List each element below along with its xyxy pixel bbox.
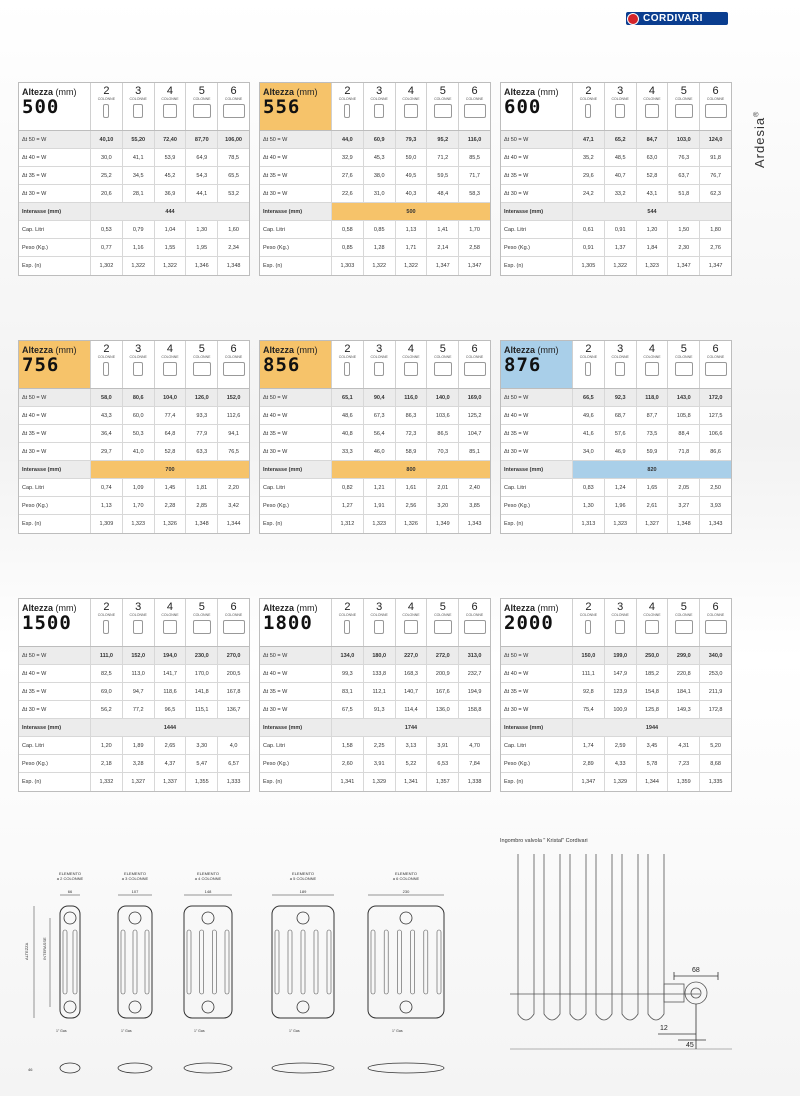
column-header: 5 COLONNE xyxy=(427,599,459,646)
radiator-section-icon xyxy=(585,362,591,376)
gas-label: 1" Gas xyxy=(121,1029,132,1033)
table-row: Δt 35 = W 92,8 123,9 154,8 184,1 211,9 xyxy=(501,683,731,701)
element-title: ELEMENTO xyxy=(395,871,417,876)
altezza-label: Altezza (mm) xyxy=(22,345,77,355)
element-title: ELEMENTO xyxy=(292,871,314,876)
radiator-section-icon xyxy=(344,620,350,634)
height-cell xyxy=(19,599,91,646)
column-header: 3 COLONNE xyxy=(605,341,637,388)
element-title: ELEMENTO xyxy=(59,871,81,876)
valve-dim-45: 45 xyxy=(686,1042,694,1049)
table-row: Δt 35 = W 69,0 94,7 118,6 141,8 167,8 xyxy=(19,683,249,701)
spec-table-756 xyxy=(18,340,250,534)
column-slot xyxy=(314,930,318,994)
column-slot xyxy=(121,930,125,994)
column-slot xyxy=(371,930,375,994)
radiator-section-icon xyxy=(163,620,177,634)
column-header: 3 COLONNE xyxy=(364,83,396,130)
table-row: Peso (Kg.) 2,60 3,91 5,22 6,53 7,84 xyxy=(260,755,490,773)
radiator-section-icon xyxy=(133,620,143,634)
column-slot xyxy=(397,930,401,994)
column-header: 6 COLONNE xyxy=(700,341,731,388)
radiator-section-icon xyxy=(163,104,177,118)
table-row: Δt 35 = W 41,6 57,6 73,5 88,4 106,6 xyxy=(501,425,731,443)
interasse-row: Interasse (mm) 1444 xyxy=(19,719,249,737)
table-row: Δt 40 = W 48,6 67,3 86,3 103,6 125,2 xyxy=(260,407,490,425)
height-cell xyxy=(501,599,573,646)
table-row: Esp. (n) 1,347 1,329 1,344 1,359 1,335 xyxy=(501,773,731,791)
column-slot xyxy=(437,930,441,994)
interasse-label: INTERASSE xyxy=(42,937,47,960)
table-row: Peso (Kg.) 1,27 1,91 2,56 3,20 3,85 xyxy=(260,497,490,515)
radiator-section-icon xyxy=(133,104,143,118)
table-row: Δt 30 = W 29,7 41,0 52,8 63,3 76,5 xyxy=(19,443,249,461)
table-row: Esp. (n) 1,302 1,322 1,322 1,346 1,348 xyxy=(19,257,249,275)
radiator-section-icon xyxy=(585,620,591,634)
radiator-section-icon xyxy=(464,104,486,118)
height-value: 556 xyxy=(263,96,301,118)
table-row: Cap. Litri 1,74 2,59 3,45 4,31 5,20 xyxy=(501,737,731,755)
element-sub: a 6 COLONNE xyxy=(392,876,420,881)
table-row: Cap. Litri 0,58 0,85 1,13 1,41 1,70 xyxy=(260,221,490,239)
spec-table-500 xyxy=(18,82,250,276)
column-slot xyxy=(327,930,331,994)
plan-view xyxy=(272,1063,334,1073)
table-row: Peso (Kg.) 2,18 3,28 4,37 5,47 6,57 xyxy=(19,755,249,773)
column-header: 4 COLONNE xyxy=(155,83,187,130)
top-hub xyxy=(129,912,141,924)
table-row: Δt 40 = W 30,0 41,1 53,9 64,9 78,5 xyxy=(19,149,249,167)
altezza-label: Altezza (mm) xyxy=(22,603,77,613)
column-header: 6 COLONNE xyxy=(218,599,249,646)
column-header: 2 COLONNE xyxy=(573,599,605,646)
column-header: 3 COLONNE xyxy=(364,341,396,388)
radiator-section-icon xyxy=(133,362,143,376)
altezza-label: Altezza (mm) xyxy=(22,87,77,97)
table-header xyxy=(501,599,731,647)
radiator-section-icon xyxy=(675,362,693,376)
depth-label: 46 xyxy=(28,1067,33,1072)
bottom-hub xyxy=(297,1001,309,1013)
table-header xyxy=(501,83,731,131)
column-header: 2 COLONNE xyxy=(332,83,364,130)
table-row: Δt 35 = W 27,6 38,0 49,5 59,5 71,7 xyxy=(260,167,490,185)
column-slot xyxy=(411,930,415,994)
column-header: 4 COLONNE xyxy=(637,83,669,130)
column-header: 6 COLONNE xyxy=(459,341,490,388)
height-value: 1500 xyxy=(22,612,72,634)
table-row: Δt 50 = W 47,1 65,2 84,7 103,0 124,0 xyxy=(501,131,731,149)
interasse-row: Interasse (mm) 820 xyxy=(501,461,731,479)
table-row: Δt 30 = W 34,0 46,9 59,9 71,8 86,6 xyxy=(501,443,731,461)
element-title: ELEMENTO xyxy=(197,871,219,876)
table-row: Esp. (n) 1,309 1,323 1,326 1,348 1,344 xyxy=(19,515,249,533)
column-header: 2 COLONNE xyxy=(91,341,123,388)
table-row: Δt 40 = W 99,3 133,8 168,3 200,9 232,7 xyxy=(260,665,490,683)
column-header: 6 COLONNE xyxy=(218,341,249,388)
radiator-section-icon xyxy=(434,620,452,634)
column-header: 2 COLONNE xyxy=(91,83,123,130)
element-sub: a 2 COLONNE xyxy=(56,876,84,881)
product-name-text: Ardesia xyxy=(752,116,767,168)
bottom-hub xyxy=(202,1001,214,1013)
column-slot xyxy=(212,930,216,994)
column-slot xyxy=(200,930,204,994)
height-cell xyxy=(260,83,332,130)
height-cell xyxy=(19,341,91,388)
interasse-row: Interasse (mm) 544 xyxy=(501,203,731,221)
height-value: 1800 xyxy=(263,612,313,634)
table-row: Peso (Kg.) 0,85 1,28 1,71 2,14 2,58 xyxy=(260,239,490,257)
spec-table-1800 xyxy=(259,598,491,792)
table-row: Peso (Kg.) 0,77 1,16 1,55 1,95 2,34 xyxy=(19,239,249,257)
element-title: ELEMENTO xyxy=(124,871,146,876)
table-row: Δt 30 = W 56,2 77,2 96,5 115,1 136,7 xyxy=(19,701,249,719)
height-cell xyxy=(19,83,91,130)
table-row: Δt 35 = W 83,1 112,1 140,7 167,6 194,9 xyxy=(260,683,490,701)
radiator-section-icon xyxy=(163,362,177,376)
column-header: 3 COLONNE xyxy=(123,341,155,388)
element-sub: a 3 COLONNE xyxy=(121,876,149,881)
column-header: 6 COLONNE xyxy=(218,83,249,130)
altezza-label: Altezza (mm) xyxy=(263,87,318,97)
table-header xyxy=(19,341,249,389)
table-row: Δt 35 = W 40,8 56,4 72,3 86,5 104,7 xyxy=(260,425,490,443)
bottom-hub xyxy=(129,1001,141,1013)
column-header: 5 COLONNE xyxy=(668,341,700,388)
height-value: 856 xyxy=(263,354,301,376)
column-slot xyxy=(424,930,428,994)
table-row: Δt 40 = W 49,6 68,7 87,7 105,8 127,5 xyxy=(501,407,731,425)
table-row: Esp. (n) 1,303 1,322 1,322 1,347 1,347 xyxy=(260,257,490,275)
height-cell xyxy=(260,599,332,646)
radiator-section-icon xyxy=(464,362,486,376)
column-slot xyxy=(384,930,388,994)
column-header: 5 COLONNE xyxy=(427,83,459,130)
plan-view xyxy=(184,1063,232,1073)
radiator-section-icon xyxy=(103,362,109,376)
column-header: 4 COLONNE xyxy=(396,599,428,646)
column-slot xyxy=(301,930,305,994)
valve-dim-12: 12 xyxy=(660,1025,668,1032)
table-row: Peso (Kg.) 1,30 1,96 2,61 3,27 3,93 xyxy=(501,497,731,515)
interasse-row: Interasse (mm) 1744 xyxy=(260,719,490,737)
element-width: 66 xyxy=(67,889,73,894)
altezza-label: ALTEZZA xyxy=(24,942,29,960)
radiator-section-icon xyxy=(615,362,625,376)
table-row: Δt 30 = W 33,3 46,0 58,9 70,3 85,1 xyxy=(260,443,490,461)
table-row: Esp. (n) 1,305 1,322 1,323 1,347 1,347 xyxy=(501,257,731,275)
gas-label: 1" Gas xyxy=(392,1029,403,1033)
radiator-section-icon xyxy=(675,620,693,634)
column-header: 4 COLONNE xyxy=(396,83,428,130)
bottom-hub xyxy=(400,1001,412,1013)
height-value: 756 xyxy=(22,354,60,376)
spec-table-1500 xyxy=(18,598,250,792)
altezza-label: Altezza (mm) xyxy=(263,345,318,355)
column-header: 5 COLONNE xyxy=(186,83,218,130)
column-header: 3 COLONNE xyxy=(364,599,396,646)
column-header: 2 COLONNE xyxy=(573,83,605,130)
radiator-section-icon xyxy=(434,104,452,118)
interasse-row: Interasse (mm) 800 xyxy=(260,461,490,479)
radiator-section-icon xyxy=(434,362,452,376)
table-row: Cap. Litri 0,83 1,24 1,65 2,05 2,50 xyxy=(501,479,731,497)
table-row: Peso (Kg.) 2,89 4,33 5,78 7,23 8,68 xyxy=(501,755,731,773)
altezza-label: Altezza (mm) xyxy=(504,345,559,355)
table-row: Δt 35 = W 36,4 50,3 64,8 77,9 94,1 xyxy=(19,425,249,443)
table-row: Δt 30 = W 24,2 33,2 43,1 51,8 62,3 xyxy=(501,185,731,203)
column-slot xyxy=(225,930,229,994)
table-row: Esp. (n) 1,341 1,329 1,341 1,357 1,338 xyxy=(260,773,490,791)
table-row: Δt 30 = W 20,6 28,1 36,9 44,1 53,2 xyxy=(19,185,249,203)
interasse-row: Interasse (mm) 444 xyxy=(19,203,249,221)
element-dimension-drawing xyxy=(20,840,490,1080)
altezza-label: Altezza (mm) xyxy=(504,87,559,97)
table-header xyxy=(19,83,249,131)
gas-label: 1" Gas xyxy=(56,1029,67,1033)
column-slot xyxy=(63,930,67,994)
table-row: Esp. (n) 1,313 1,323 1,327 1,348 1,343 xyxy=(501,515,731,533)
table-row: Cap. Litri 1,20 1,89 2,65 3,30 4,0 xyxy=(19,737,249,755)
radiator-section-icon xyxy=(615,104,625,118)
table-row: Δt 40 = W 35,2 48,5 63,0 76,3 91,8 xyxy=(501,149,731,167)
column-header: 6 COLONNE xyxy=(459,83,490,130)
height-value: 876 xyxy=(504,354,542,376)
radiator-section-icon xyxy=(193,620,211,634)
table-row: Δt 50 = W 65,1 90,4 116,0 140,0 169,0 xyxy=(260,389,490,407)
column-header: 6 COLONNE xyxy=(459,599,490,646)
altezza-label: Altezza (mm) xyxy=(504,603,559,613)
radiator-section-icon xyxy=(404,104,418,118)
column-header: 3 COLONNE xyxy=(605,83,637,130)
table-header xyxy=(260,341,490,389)
product-name xyxy=(752,68,766,168)
table-row: Δt 50 = W 58,0 80,6 104,0 126,0 152,0 xyxy=(19,389,249,407)
radiator-section-icon xyxy=(344,362,350,376)
gas-label: 1" Gas xyxy=(194,1029,205,1033)
height-cell xyxy=(501,83,573,130)
radiator-section-icon xyxy=(223,620,245,634)
height-value: 2000 xyxy=(504,612,554,634)
radiator-section-icon xyxy=(404,362,418,376)
logo-text: CORDIVARI xyxy=(643,13,703,24)
valve-dim-68: 68 xyxy=(692,967,700,974)
radiator-section-icon xyxy=(464,620,486,634)
column-header: 4 COLONNE xyxy=(637,599,669,646)
height-cell xyxy=(260,341,332,388)
spec-table-600 xyxy=(500,82,732,276)
column-header: 3 COLONNE xyxy=(123,83,155,130)
column-slot xyxy=(275,930,279,994)
top-hub xyxy=(297,912,309,924)
table-row: Δt 50 = W 66,5 92,3 118,0 143,0 172,0 xyxy=(501,389,731,407)
interasse-row: Interasse (mm) 500 xyxy=(260,203,490,221)
spec-table-2000 xyxy=(500,598,732,792)
table-row: Δt 40 = W 111,1 147,9 185,2 220,8 253,0 xyxy=(501,665,731,683)
column-header: 4 COLONNE xyxy=(396,341,428,388)
table-row: Δt 30 = W 22,6 31,0 40,3 48,4 58,3 xyxy=(260,185,490,203)
table-row: Esp. (n) 1,312 1,323 1,326 1,349 1,343 xyxy=(260,515,490,533)
spec-table-856 xyxy=(259,340,491,534)
table-row: Δt 50 = W 134,0 180,0 227,0 272,0 313,0 xyxy=(260,647,490,665)
column-slot xyxy=(288,930,292,994)
element-width: 230 xyxy=(402,889,410,894)
table-row: Δt 50 = W 150,0 199,0 250,0 299,0 340,0 xyxy=(501,647,731,665)
table-row: Δt 35 = W 29,6 40,7 52,8 63,7 76,7 xyxy=(501,167,731,185)
column-header: 5 COLONNE xyxy=(668,599,700,646)
column-header: 5 COLONNE xyxy=(186,599,218,646)
radiator-section-icon xyxy=(615,620,625,634)
radiator-section-icon xyxy=(193,362,211,376)
element-width: 189 xyxy=(299,889,307,894)
table-row: Δt 35 = W 25,2 34,5 45,2 54,3 65,5 xyxy=(19,167,249,185)
column-header: 4 COLONNE xyxy=(155,599,187,646)
element-sub: a 5 COLONNE xyxy=(289,876,317,881)
gas-label: 1" Gas xyxy=(289,1029,300,1033)
logo-mark-icon xyxy=(627,13,639,25)
radiator-section-icon xyxy=(705,104,727,118)
radiator-section-icon xyxy=(103,620,109,634)
column-header: 6 COLONNE xyxy=(700,83,731,130)
element-sub: a 4 COLONNE xyxy=(194,876,222,881)
column-header: 3 COLONNE xyxy=(605,599,637,646)
radiator-section-icon xyxy=(404,620,418,634)
table-header xyxy=(501,341,731,389)
table-row: Cap. Litri 1,58 2,25 3,13 3,91 4,70 xyxy=(260,737,490,755)
table-row: Cap. Litri 0,53 0,79 1,04 1,30 1,60 xyxy=(19,221,249,239)
table-header xyxy=(260,599,490,647)
table-row: Δt 40 = W 32,9 45,3 59,0 71,2 85,5 xyxy=(260,149,490,167)
column-header: 5 COLONNE xyxy=(186,341,218,388)
table-row: Esp. (n) 1,332 1,327 1,337 1,355 1,333 xyxy=(19,773,249,791)
radiator-section-icon xyxy=(585,104,591,118)
column-slot xyxy=(187,930,191,994)
radiator-section-icon xyxy=(223,104,245,118)
column-header: 2 COLONNE xyxy=(332,599,364,646)
table-row: Peso (Kg.) 1,13 1,70 2,28 2,85 3,42 xyxy=(19,497,249,515)
valve-caption: Ingombro valvola " Kristal" Cordivari xyxy=(500,838,588,844)
radiator-section-icon xyxy=(645,104,659,118)
table-row: Δt 50 = W 111,0 152,0 194,0 230,0 270,0 xyxy=(19,647,249,665)
table-row: Peso (Kg.) 0,91 1,37 1,84 2,30 2,76 xyxy=(501,239,731,257)
radiator-section-icon xyxy=(103,104,109,118)
valve-drawing xyxy=(500,844,732,1064)
table-row: Δt 40 = W 43,3 60,0 77,4 93,3 112,6 xyxy=(19,407,249,425)
cordivari-logo xyxy=(626,12,728,25)
registered-mark: ® xyxy=(753,110,761,117)
radiator-section-icon xyxy=(645,362,659,376)
height-value: 500 xyxy=(22,96,60,118)
height-value: 600 xyxy=(504,96,542,118)
table-row: Δt 50 = W 44,0 60,9 79,3 95,2 116,0 xyxy=(260,131,490,149)
interasse-row: Interasse (mm) 700 xyxy=(19,461,249,479)
column-header: 6 COLONNE xyxy=(700,599,731,646)
radiator-section-icon xyxy=(645,620,659,634)
spec-table-876 xyxy=(500,340,732,534)
table-row: Cap. Litri 0,61 0,91 1,20 1,50 1,80 xyxy=(501,221,731,239)
column-header: 5 COLONNE xyxy=(427,341,459,388)
table-header xyxy=(260,83,490,131)
altezza-label: Altezza (mm) xyxy=(263,603,318,613)
radiator-section-icon xyxy=(374,104,384,118)
column-slot xyxy=(73,930,77,994)
column-header: 4 COLONNE xyxy=(155,341,187,388)
radiator-section-icon xyxy=(344,104,350,118)
column-header: 5 COLONNE xyxy=(668,83,700,130)
column-slot xyxy=(145,930,149,994)
table-row: Cap. Litri 0,82 1,21 1,61 2,01 2,40 xyxy=(260,479,490,497)
radiator-section-icon xyxy=(675,104,693,118)
height-cell xyxy=(501,341,573,388)
table-row: Δt 50 = W 40,10 55,20 72,40 87,70 106,00 xyxy=(19,131,249,149)
radiator-section-icon xyxy=(705,620,727,634)
top-hub xyxy=(202,912,214,924)
column-header: 4 COLONNE xyxy=(637,341,669,388)
table-row: Δt 40 = W 82,5 113,0 141,7 170,0 200,5 xyxy=(19,665,249,683)
column-header: 2 COLONNE xyxy=(332,341,364,388)
element-width: 107 xyxy=(131,889,139,894)
radiator-section-icon xyxy=(374,620,384,634)
column-header: 3 COLONNE xyxy=(123,599,155,646)
spec-table-556 xyxy=(259,82,491,276)
top-hub xyxy=(64,912,76,924)
radiator-section-icon xyxy=(705,362,727,376)
bottom-hub xyxy=(64,1001,76,1013)
radiator-section-icon xyxy=(193,104,211,118)
table-row: Δt 30 = W 75,4 100,9 125,8 149,3 172,8 xyxy=(501,701,731,719)
element-width: 148 xyxy=(204,889,212,894)
plan-view xyxy=(60,1063,80,1073)
column-header: 2 COLONNE xyxy=(573,341,605,388)
radiator-section-icon xyxy=(223,362,245,376)
table-header xyxy=(19,599,249,647)
table-row: Cap. Litri 0,74 1,09 1,45 1,81 2,20 xyxy=(19,479,249,497)
table-row: Δt 30 = W 67,5 91,3 114,4 136,0 158,8 xyxy=(260,701,490,719)
radiator-section-icon xyxy=(374,362,384,376)
column-slot xyxy=(133,930,137,994)
top-hub xyxy=(400,912,412,924)
interasse-row: Interasse (mm) 1944 xyxy=(501,719,731,737)
plan-view xyxy=(118,1063,152,1073)
plan-view xyxy=(368,1063,444,1073)
column-header: 2 COLONNE xyxy=(91,599,123,646)
valve-diagram xyxy=(500,838,732,1068)
